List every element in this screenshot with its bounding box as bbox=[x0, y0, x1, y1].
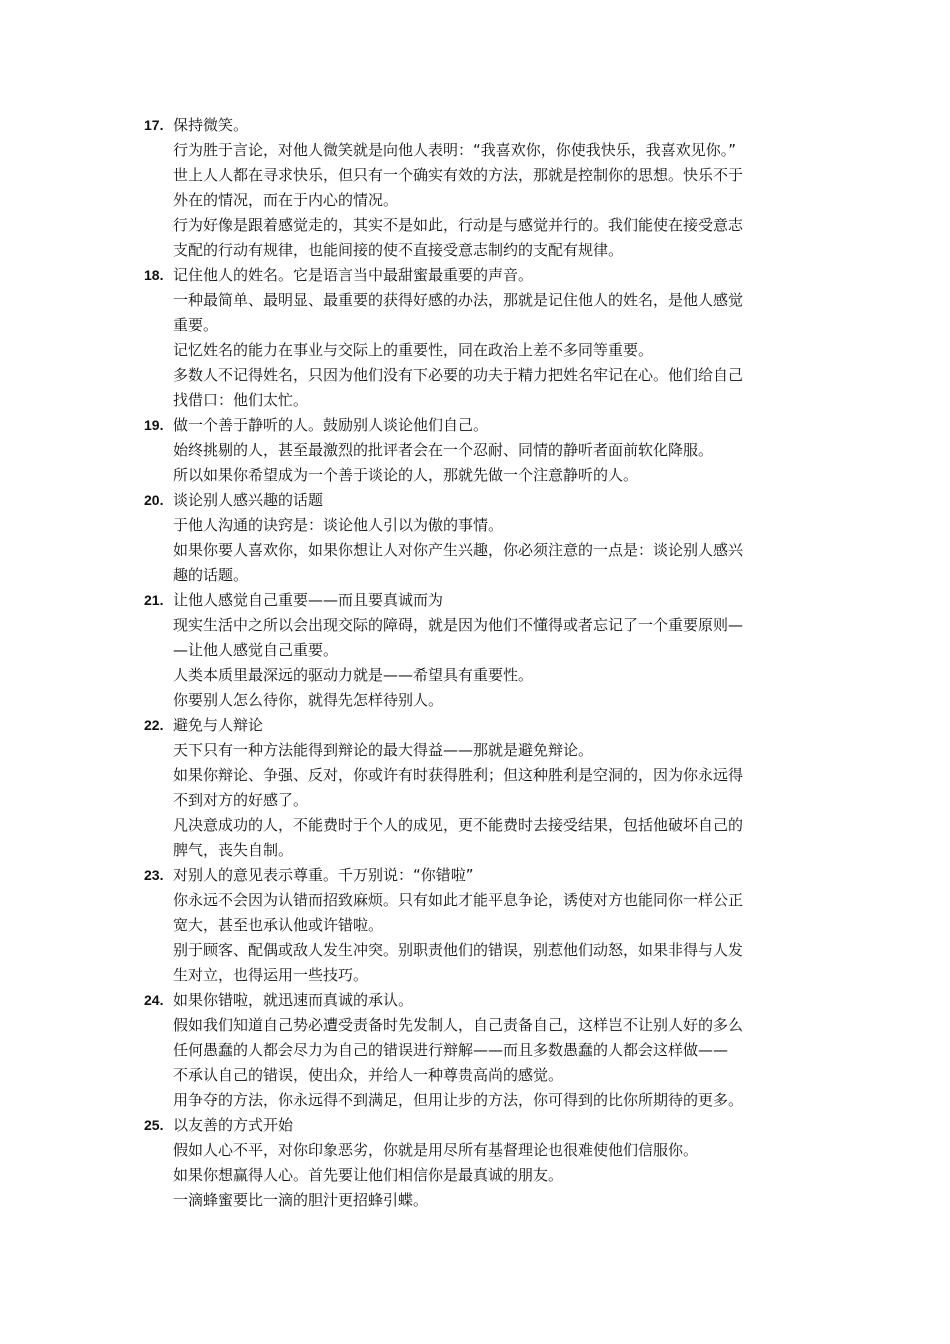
section-number: 23. bbox=[144, 867, 164, 883]
paragraph bbox=[173, 138, 809, 163]
section-title: 做一个善于静听的人。鼓励别人谈论他们自己。 bbox=[173, 416, 489, 434]
paragraph bbox=[173, 338, 809, 363]
paragraph-line: 外在的情况，而在于内心的情况。 bbox=[173, 191, 399, 209]
paragraph-line: 假如我们知道自己势必遭受责备时先发制人，自己责备自己，这样岂不让别人好的多么 bbox=[173, 1016, 744, 1034]
list-item-section bbox=[0, 863, 950, 988]
list-item-section bbox=[0, 113, 950, 263]
paragraph bbox=[173, 438, 809, 463]
paragraph-line: 你要别人怎么待你，就得先怎样待别人。 bbox=[173, 691, 444, 709]
paragraph bbox=[173, 288, 809, 338]
section-heading bbox=[0, 713, 950, 738]
paragraph-line: —让他人感觉自己重要。 bbox=[173, 641, 339, 659]
paragraph bbox=[173, 663, 809, 688]
section-number: 20. bbox=[144, 492, 164, 508]
list-item-section bbox=[0, 413, 950, 488]
paragraph bbox=[173, 163, 809, 213]
paragraph-line: 如果你想赢得人心。首先要让他们相信你是最真诚的朋友。 bbox=[173, 1166, 564, 1184]
paragraph-line: 行为好像是跟着感觉走的，其实不是如此，行动是与感觉并行的。我们能使在接受意志 bbox=[173, 216, 744, 234]
paragraph-line: 如果你要人喜欢你，如果你想让人对你产生兴趣，你必须注意的一点是：谈论别人感兴 bbox=[173, 541, 744, 559]
paragraph bbox=[173, 938, 809, 988]
paragraph-line: 始终挑剔的人，甚至最激烈的批评者会在一个忍耐、同情的静听者面前软化降服。 bbox=[173, 441, 714, 459]
paragraph-line: 现实生活中之所以会出现交际的障碍，就是因为他们不懂得或者忘记了一个重要原则— bbox=[173, 616, 744, 634]
paragraph bbox=[173, 888, 809, 938]
section-heading bbox=[0, 1113, 950, 1138]
section-title: 让他人感觉自己重要——而且要真诚而为 bbox=[173, 591, 444, 609]
paragraph-line: 脾气，丧失自制。 bbox=[173, 841, 294, 859]
paragraph bbox=[173, 813, 809, 863]
section-title: 谈论别人感兴趣的话题 bbox=[173, 491, 324, 509]
section-heading bbox=[0, 588, 950, 613]
paragraph-line: 任何愚蠢的人都会尽力为自己的错误进行辩解——而且多数愚蠢的人都会这样做—— bbox=[173, 1041, 729, 1059]
list-item-section bbox=[0, 588, 950, 713]
paragraph-line: 别于顾客、配偶或敌人发生冲突。别职责他们的错误，别惹他们动怒，如果非得与人发 bbox=[173, 941, 744, 959]
paragraph-line: 凡决意成功的人，不能费时于个人的成见，更不能费时去接受结果，包括他破坏自己的 bbox=[173, 816, 744, 834]
paragraph-line: 记忆姓名的能力在事业与交际上的重要性，同在政治上差不多同等重要。 bbox=[173, 341, 654, 359]
paragraph bbox=[173, 363, 809, 413]
paragraph-line: 一种最简单、最明显、最重要的获得好感的办法，那就是记住他人的姓名，是他人感觉 bbox=[173, 291, 744, 309]
section-number: 17. bbox=[144, 117, 164, 133]
paragraph-line: 不到对方的好感了。 bbox=[173, 791, 309, 809]
section-heading bbox=[0, 113, 950, 138]
section-title: 保持微笑。 bbox=[173, 116, 249, 134]
section-number: 21. bbox=[144, 592, 164, 608]
section-heading bbox=[0, 988, 950, 1013]
paragraph-line: 重要。 bbox=[173, 316, 219, 334]
paragraph-line: 如果你辩论、争强、反对，你或许有时获得胜利；但这种胜利是空洞的，因为你永远得 bbox=[173, 766, 744, 784]
paragraph-line: 支配的行动有规律，也能间接的使不直接受意志制约的支配有规律。 bbox=[173, 241, 624, 259]
paragraph-line: 你永远不会因为认错而招致麻烦。只有如此才能平息争论，诱使对方也能同你一样公正 bbox=[173, 891, 744, 909]
paragraph-line: 行为胜于言论，对他人微笑就是向他人表明：“我喜欢你，你使我快乐，我喜欢见你。” bbox=[173, 141, 737, 159]
paragraph bbox=[173, 1188, 809, 1213]
paragraph-line: 人类本质里最深远的驱动力就是——希望具有重要性。 bbox=[173, 666, 534, 684]
paragraph-line: 假如人心不平，对你印象恶劣，你就是用尽所有基督理论也很难使他们信服你。 bbox=[173, 1141, 699, 1159]
list-item-section bbox=[0, 988, 950, 1113]
paragraph-line: 所以如果你希望成为一个善于谈论的人，那就先做一个注意静听的人。 bbox=[173, 466, 639, 484]
list-item-section bbox=[0, 263, 950, 413]
paragraph-line: 趣的话题。 bbox=[173, 566, 249, 584]
list-item-section bbox=[0, 488, 950, 588]
paragraph bbox=[173, 1038, 809, 1088]
paragraph bbox=[173, 1088, 809, 1113]
document-body bbox=[0, 113, 950, 1213]
list-item-section bbox=[0, 713, 950, 863]
paragraph bbox=[173, 1138, 809, 1163]
paragraph bbox=[173, 538, 809, 588]
section-number: 22. bbox=[144, 717, 164, 733]
section-number: 19. bbox=[144, 417, 164, 433]
section-title: 对别人的意见表示尊重。千万别说：“你错啦” bbox=[173, 866, 474, 884]
paragraph bbox=[173, 613, 809, 663]
paragraph-line: 一滴蜂蜜要比一滴的胆汁更招蜂引蝶。 bbox=[173, 1191, 429, 1209]
paragraph bbox=[173, 1163, 809, 1188]
section-title: 以友善的方式开始 bbox=[173, 1116, 294, 1134]
section-heading bbox=[0, 488, 950, 513]
section-title: 避免与人辩论 bbox=[173, 716, 264, 734]
section-number: 25. bbox=[144, 1117, 164, 1133]
paragraph bbox=[173, 1013, 809, 1038]
paragraph-line: 用争夺的方法，你永远得不到满足，但用让步的方法，你可得到的比你所期待的更多。 bbox=[173, 1091, 744, 1109]
paragraph-line: 天下只有一种方法能得到辩论的最大得益——那就是避免辩论。 bbox=[173, 741, 594, 759]
paragraph bbox=[173, 738, 809, 763]
paragraph bbox=[173, 463, 809, 488]
section-title: 如果你错啦，就迅速而真诚的承认。 bbox=[173, 991, 414, 1009]
section-title: 记住他人的姓名。它是语言当中最甜蜜最重要的声音。 bbox=[173, 266, 534, 284]
paragraph-line: 不承认自己的错误，使出众，并给人一种尊贵高尚的感觉。 bbox=[173, 1066, 564, 1084]
paragraph-line: 生对立，也得运用一些技巧。 bbox=[173, 966, 369, 984]
paragraph-line: 于他人沟通的诀窍是：谈论他人引以为傲的事情。 bbox=[173, 516, 504, 534]
list-item-section bbox=[0, 1113, 950, 1213]
paragraph bbox=[173, 763, 809, 813]
section-heading bbox=[0, 413, 950, 438]
paragraph bbox=[173, 213, 809, 263]
section-number: 24. bbox=[144, 992, 164, 1008]
paragraph-line: 找借口：他们太忙。 bbox=[173, 391, 309, 409]
section-heading bbox=[0, 863, 950, 888]
paragraph bbox=[173, 513, 809, 538]
section-number: 18. bbox=[144, 267, 164, 283]
paragraph-line: 多数人不记得姓名，只因为他们没有下必要的功夫于精力把姓名牢记在心。他们给自己 bbox=[173, 366, 744, 384]
paragraph bbox=[173, 688, 809, 713]
paragraph-line: 宽大，甚至也承认他或许错啦。 bbox=[173, 916, 384, 934]
paragraph-line: 世上人人都在寻求快乐，但只有一个确实有效的方法，那就是控制你的思想。快乐不于 bbox=[173, 166, 744, 184]
section-heading bbox=[0, 263, 950, 288]
